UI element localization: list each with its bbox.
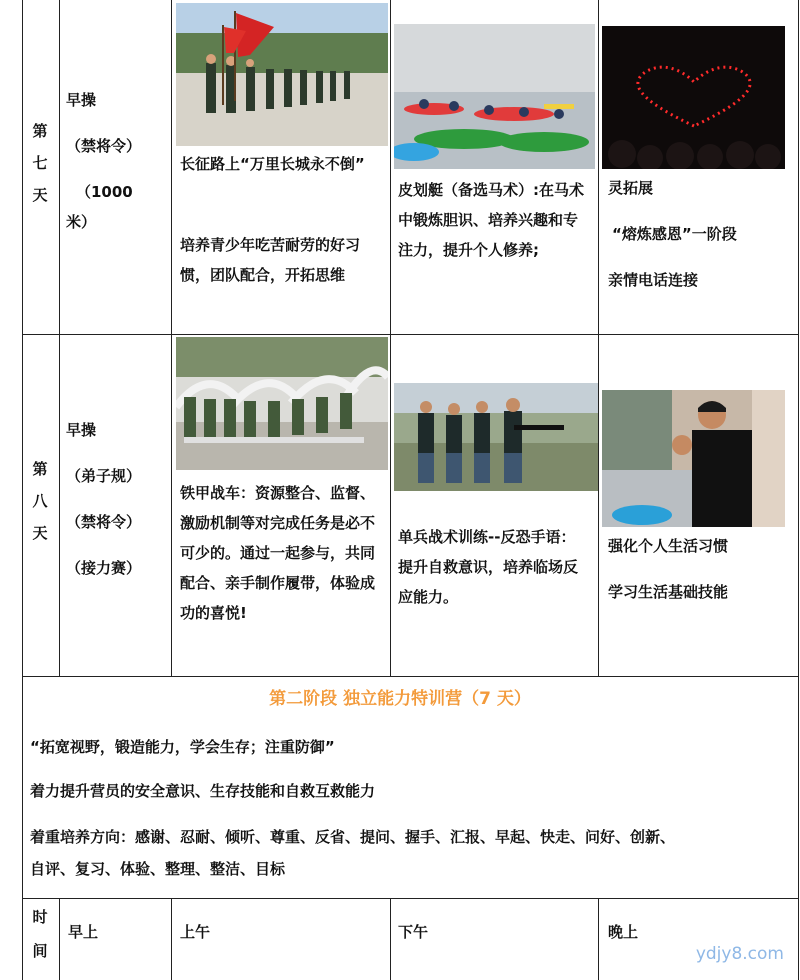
header-am: 上午 <box>180 923 211 941</box>
stage2-title: 第二阶段 独立能力特训营（7 天） <box>269 689 531 709</box>
day7-eve-line: “熔炼感恩”一阶段 <box>612 225 737 243</box>
header-morning: 早上 <box>68 923 99 941</box>
grid-col4-border <box>598 0 599 677</box>
day7-pm-desc: 皮划艇（备选马术）:在马术中锻炼胆识、培养兴趣和专注力，提升个人修养; <box>398 181 584 259</box>
time-header-char: 时 <box>32 908 48 926</box>
day7-pm-photo-kayak <box>394 24 595 169</box>
grid-col4-border-bottom <box>598 898 599 980</box>
day7-morning-line: 米） <box>66 213 97 231</box>
day8-eve-photo-laundry <box>602 390 785 527</box>
day7-morning-line: （禁将令） <box>66 137 142 155</box>
grid-left-border <box>22 0 23 980</box>
day8-label-char: 八 <box>32 492 48 510</box>
day7-eve-photo-candle-heart <box>602 26 785 169</box>
day7-am-desc: 培养青少年吃苦耐劳的好习惯，团队配合，开拓思维 <box>180 236 361 284</box>
grid-col3-border <box>390 0 391 677</box>
day7-morning-line: （1000 <box>76 183 133 201</box>
day7-am-photo-march <box>176 3 388 146</box>
grid-col2-border <box>171 0 172 677</box>
stage2-directions-line2: 自评、复习、体验、整理、整洁、目标 <box>30 860 286 878</box>
day7-morning-line: 早操 <box>66 91 97 109</box>
grid-row-divider-2 <box>22 676 799 677</box>
day8-am-photo-tank-track <box>176 337 388 470</box>
stage2-slogan: “拓宽视野，锻造能力，学会生存；注重防御” <box>30 738 335 756</box>
day8-morning-line: （接力赛） <box>66 559 142 577</box>
grid-row-divider-3 <box>22 898 799 899</box>
stage2-focus: 着力提升营员的安全意识、生存技能和自救互救能力 <box>30 782 376 800</box>
day8-pm-photo-tactical <box>394 383 598 491</box>
day8-morning-line: （弟子规） <box>66 467 142 485</box>
header-eve: 晚上 <box>608 923 639 941</box>
grid-col3-border-bottom <box>390 898 391 980</box>
day7-eve-line: 亲情电话连接 <box>608 271 699 289</box>
day8-eve-line: 强化个人生活习惯 <box>608 537 729 555</box>
day8-pm-desc: 单兵战术训练--反恐手语：提升自救意识，培养临场反应能力。 <box>398 528 579 606</box>
day8-morning-line: （禁将令） <box>66 513 142 531</box>
grid-right-border <box>798 0 799 980</box>
grid-col1-border-bottom <box>59 898 60 980</box>
day7-label-char: 天 <box>32 186 48 204</box>
day7-label-char: 七 <box>32 154 48 172</box>
stage2-directions-line1: 着重培养方向：感谢、忍耐、倾听、尊重、反省、提问、握手、汇报、早起、快走、问好、创新、 <box>30 828 676 846</box>
day7-am-title: 长征路上“万里长城永不倒” <box>180 155 365 173</box>
site-watermark: ydjy8.com <box>695 944 784 964</box>
day8-label-char: 天 <box>32 524 48 542</box>
grid-col1-border <box>59 0 60 677</box>
day8-label-char: 第 <box>32 460 48 478</box>
grid-col2-border-bottom <box>171 898 172 980</box>
day7-label-char: 第 <box>32 122 48 140</box>
time-header-char: 间 <box>32 942 48 960</box>
day7-eve-line: 灵拓展 <box>608 179 654 197</box>
day8-am-desc: 铁甲战车：资源整合、监督、激励机制等对完成任务是必不可少的。通过一起参与，共同配合、亲手制作履带，体验成功的喜悦! <box>180 484 376 622</box>
day8-morning-line: 早操 <box>66 421 97 439</box>
header-pm: 下午 <box>398 923 429 941</box>
grid-row-divider-1 <box>22 334 799 335</box>
day8-eve-line: 学习生活基础技能 <box>608 583 729 601</box>
